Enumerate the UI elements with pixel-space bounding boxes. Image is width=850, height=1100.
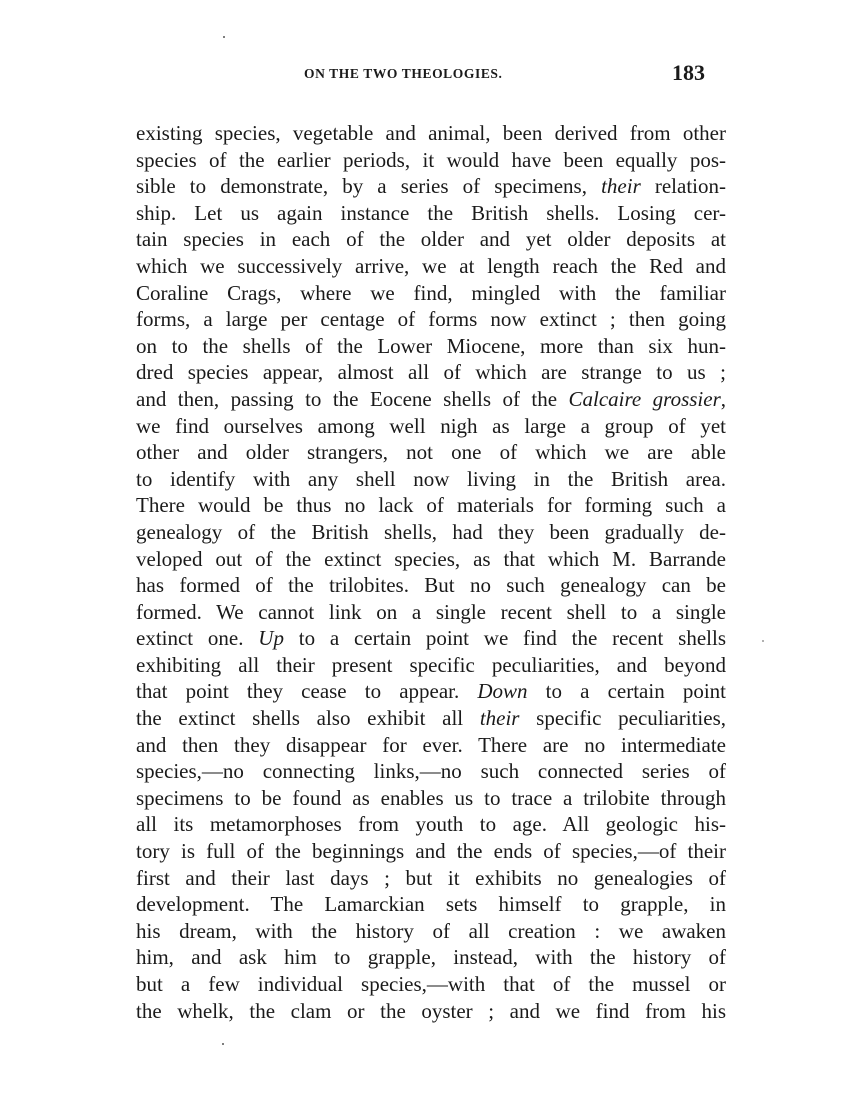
text-line-10: dred species appear, almost all of which are strange to us ; bbox=[136, 360, 726, 385]
text-line-20: extinct one. Up to a certain point we find the recent shells bbox=[136, 626, 727, 651]
text-line-26: specimens to be found as enables us to trace a trilobite through bbox=[136, 785, 726, 810]
text-line-21: exhibiting all their present specific peculiarities, and beyond bbox=[136, 652, 726, 677]
paper-speck bbox=[223, 36, 225, 38]
text-line-12: we find ourselves among well nigh as large a group of yet bbox=[136, 413, 726, 438]
text-line-31: his dream, with the history of all creation : we awaken bbox=[136, 918, 726, 943]
text-line-5: tain species in each of the older and yet older deposits at bbox=[136, 227, 726, 252]
text-line-18: has formed of the trilobites. But no such genealogy can be bbox=[136, 573, 726, 598]
text-line-27: all its metamorphoses from youth to age. All geologic his- bbox=[136, 812, 726, 837]
text-line-2: species of the earlier periods, it would have been equally pos- bbox=[136, 147, 726, 172]
text-line-3: sible to demonstrate, by a series of specimens, their relation- bbox=[136, 174, 727, 199]
body-text bbox=[136, 120, 726, 1024]
text-line-11: and then, passing to the Eocene shells of the Calcaire grossier, bbox=[136, 386, 726, 411]
text-line-34: the whelk, the clam or the oyster ; and we find from his bbox=[136, 998, 726, 1023]
text-line-24: and then they disappear for ever. There are no intermediate bbox=[136, 732, 726, 757]
text-line-9: on to the shells of the Lower Miocene, more than six hun- bbox=[136, 333, 726, 358]
text-line-32: him, and ask him to grapple, instead, with the history of bbox=[136, 945, 726, 970]
text-line-13: other and older strangers, not one of which we are able bbox=[136, 440, 726, 465]
page-number: 183 bbox=[672, 60, 705, 85]
paper-speck bbox=[762, 640, 764, 642]
text-line-17: veloped out of the extinct species, as that which M. Barrande bbox=[136, 546, 726, 571]
text-line-16: genealogy of the British shells, had they been gradually de- bbox=[136, 519, 726, 544]
text-line-19: formed. We cannot link on a single recent shell to a single bbox=[136, 599, 726, 624]
text-line-25: species,—no connecting links,—no such connected series of bbox=[136, 759, 726, 784]
paper-speck bbox=[222, 1043, 224, 1045]
text-line-7: Coraline Crags, where we find, mingled with the familiar bbox=[136, 280, 726, 305]
text-line-33: but a few individual species,—with that of the mussel or bbox=[136, 972, 726, 996]
text-line-4: ship. Let us again instance the British shells. Losing cer- bbox=[136, 200, 726, 225]
text-line-30: development. The Lamarckian sets himself to grapple, in bbox=[136, 892, 726, 917]
text-line-22: that point they cease to appear. Down to a certain point bbox=[136, 679, 726, 704]
text-line-1: existing species, vegetable and animal, been derived from other bbox=[136, 121, 726, 145]
text-line-14: to identify with any shell now living in the British area. bbox=[136, 466, 726, 491]
text-line-23: the extinct shells also exhibit all their specific peculiarities, bbox=[136, 706, 726, 731]
running-header-title: ON THE TWO THEOLOGIES. bbox=[304, 66, 503, 81]
text-line-29: first and their last days ; but it exhibits no genealogies of bbox=[136, 865, 726, 890]
text-line-8: forms, a large per centage of forms now extinct ; then going bbox=[136, 307, 726, 332]
text-line-28: tory is full of the beginnings and the ends of species,—of their bbox=[136, 839, 726, 864]
text-line-6: which we successively arrive, we at length reach the Red and bbox=[136, 253, 726, 278]
text-line-15: There would be thus no lack of materials for forming such a bbox=[136, 493, 726, 518]
